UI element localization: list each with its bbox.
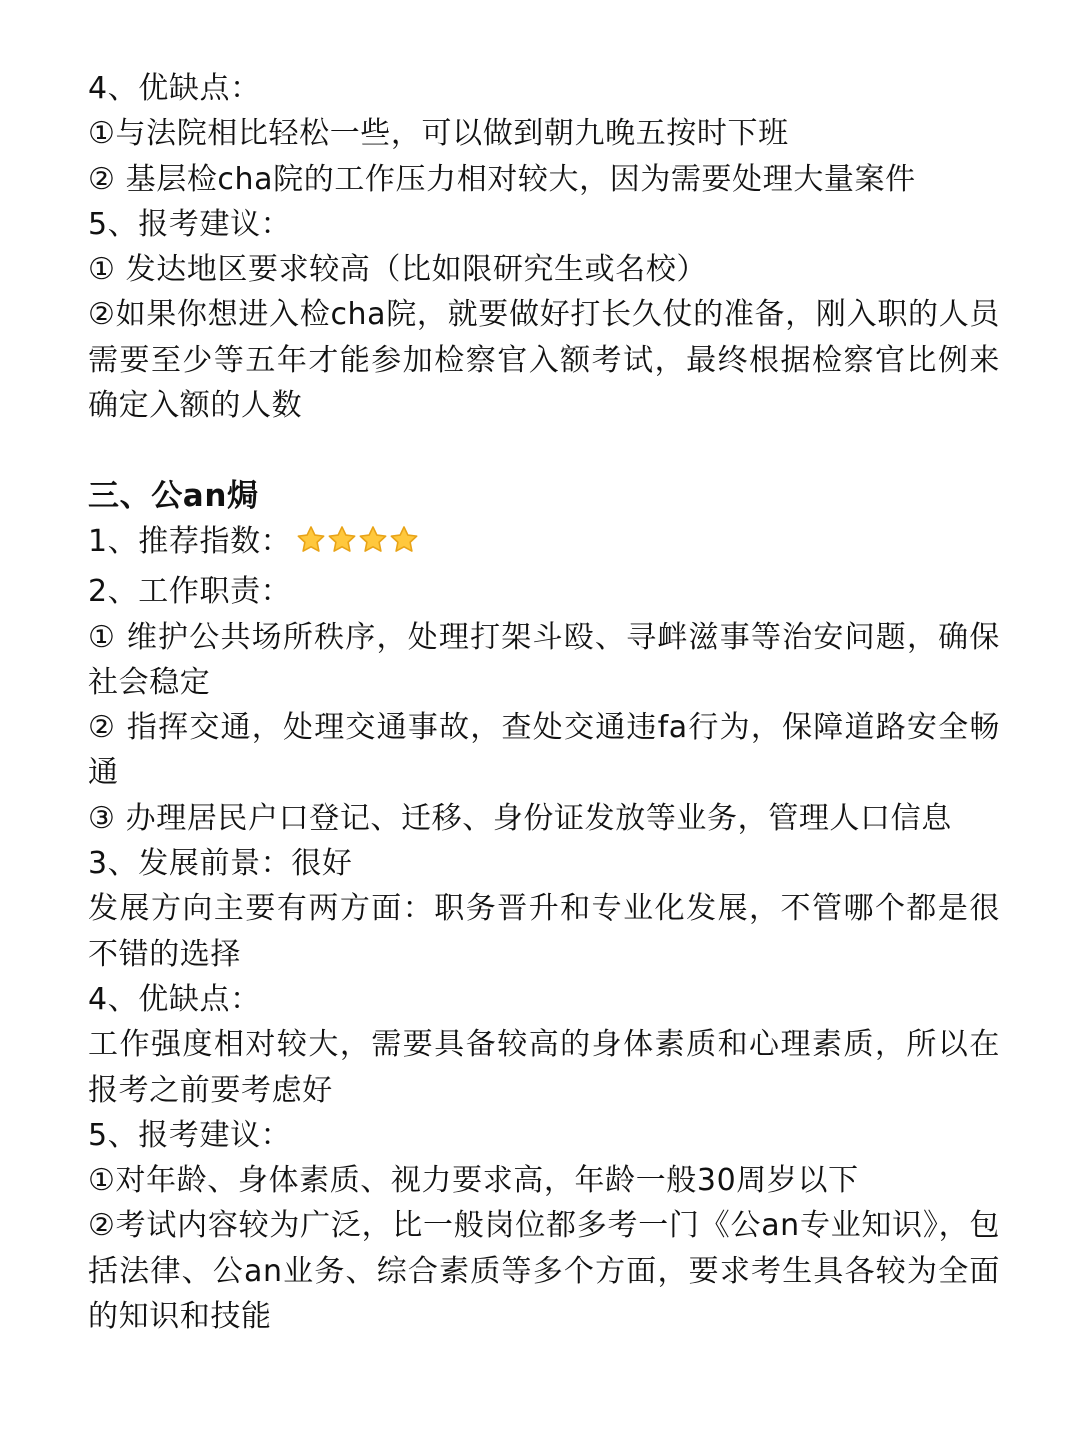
star-icon xyxy=(326,524,358,556)
text-line: 5、报考建议： xyxy=(88,206,292,242)
star-icon xyxy=(388,524,420,556)
text-paragraph: ① 维护公共场所秩序，处理打架斗殴、寻衅滋事等治安问题，确保社会稳定 xyxy=(88,619,1000,700)
text-line: ① 发达地区要求较高（比如限研究生或名校） xyxy=(88,252,708,288)
document-body xyxy=(88,66,1000,1339)
text-paragraph: ②如果你想进入检cha院，就要做好打长久仗的准备，刚入职的人员需要至少等五年才能参加检察官入额考试，最终根据检察官比例来确定入额的人数 xyxy=(88,297,1000,424)
text-paragraph: 发展方向主要有两方面：职务晋升和专业化发展，不管哪个都是很不错的选择 xyxy=(88,891,1000,972)
text-line: 4、优缺点： xyxy=(88,981,261,1017)
text-line: ①对年龄、身体素质、视力要求高，年龄一般30周岁以下 xyxy=(88,1163,859,1199)
star-icon xyxy=(295,524,327,556)
text-paragraph: ③ 办理居民户口登记、迁移、身份证发放等业务，管理人口信息 xyxy=(88,800,952,836)
text-paragraph: ②考试内容较为广泛，比一般岗位都多考一门《公an专业知识》，包括法律、公an业务、综合素质等多个方面，要求考生具各较为全面的知识和技能 xyxy=(88,1208,1000,1335)
rating-stars xyxy=(295,524,419,569)
text-line: ② 基层检cha院的工作压力相对较大，因为需要处理大量案件 xyxy=(88,161,916,197)
text-paragraph: 工作强度相对较大，需要具备较高的身体素质和心理素质，所以在报考之前要考虑好 xyxy=(88,1027,1000,1108)
section-heading: 三、公an焗 xyxy=(88,477,259,514)
rating-label: 1、推荐指数： xyxy=(88,523,292,559)
text-line: ①与法院相比轻松一些，可以做到朝九晚五按时下班 xyxy=(88,116,789,152)
star-icon xyxy=(357,524,389,556)
text-line: 3、发展前景：很好 xyxy=(88,846,353,882)
text-line: 2、工作职责： xyxy=(88,574,292,610)
rating-line xyxy=(88,519,1000,569)
section-spacer xyxy=(88,428,1000,473)
text-paragraph: ② 指挥交通，处理交通事故，查处交通违fa行为，保障道路安全畅通 xyxy=(88,710,1000,791)
text-line: 5、报考建议： xyxy=(88,1117,292,1153)
text-line: 4、优缺点： xyxy=(88,71,261,106)
